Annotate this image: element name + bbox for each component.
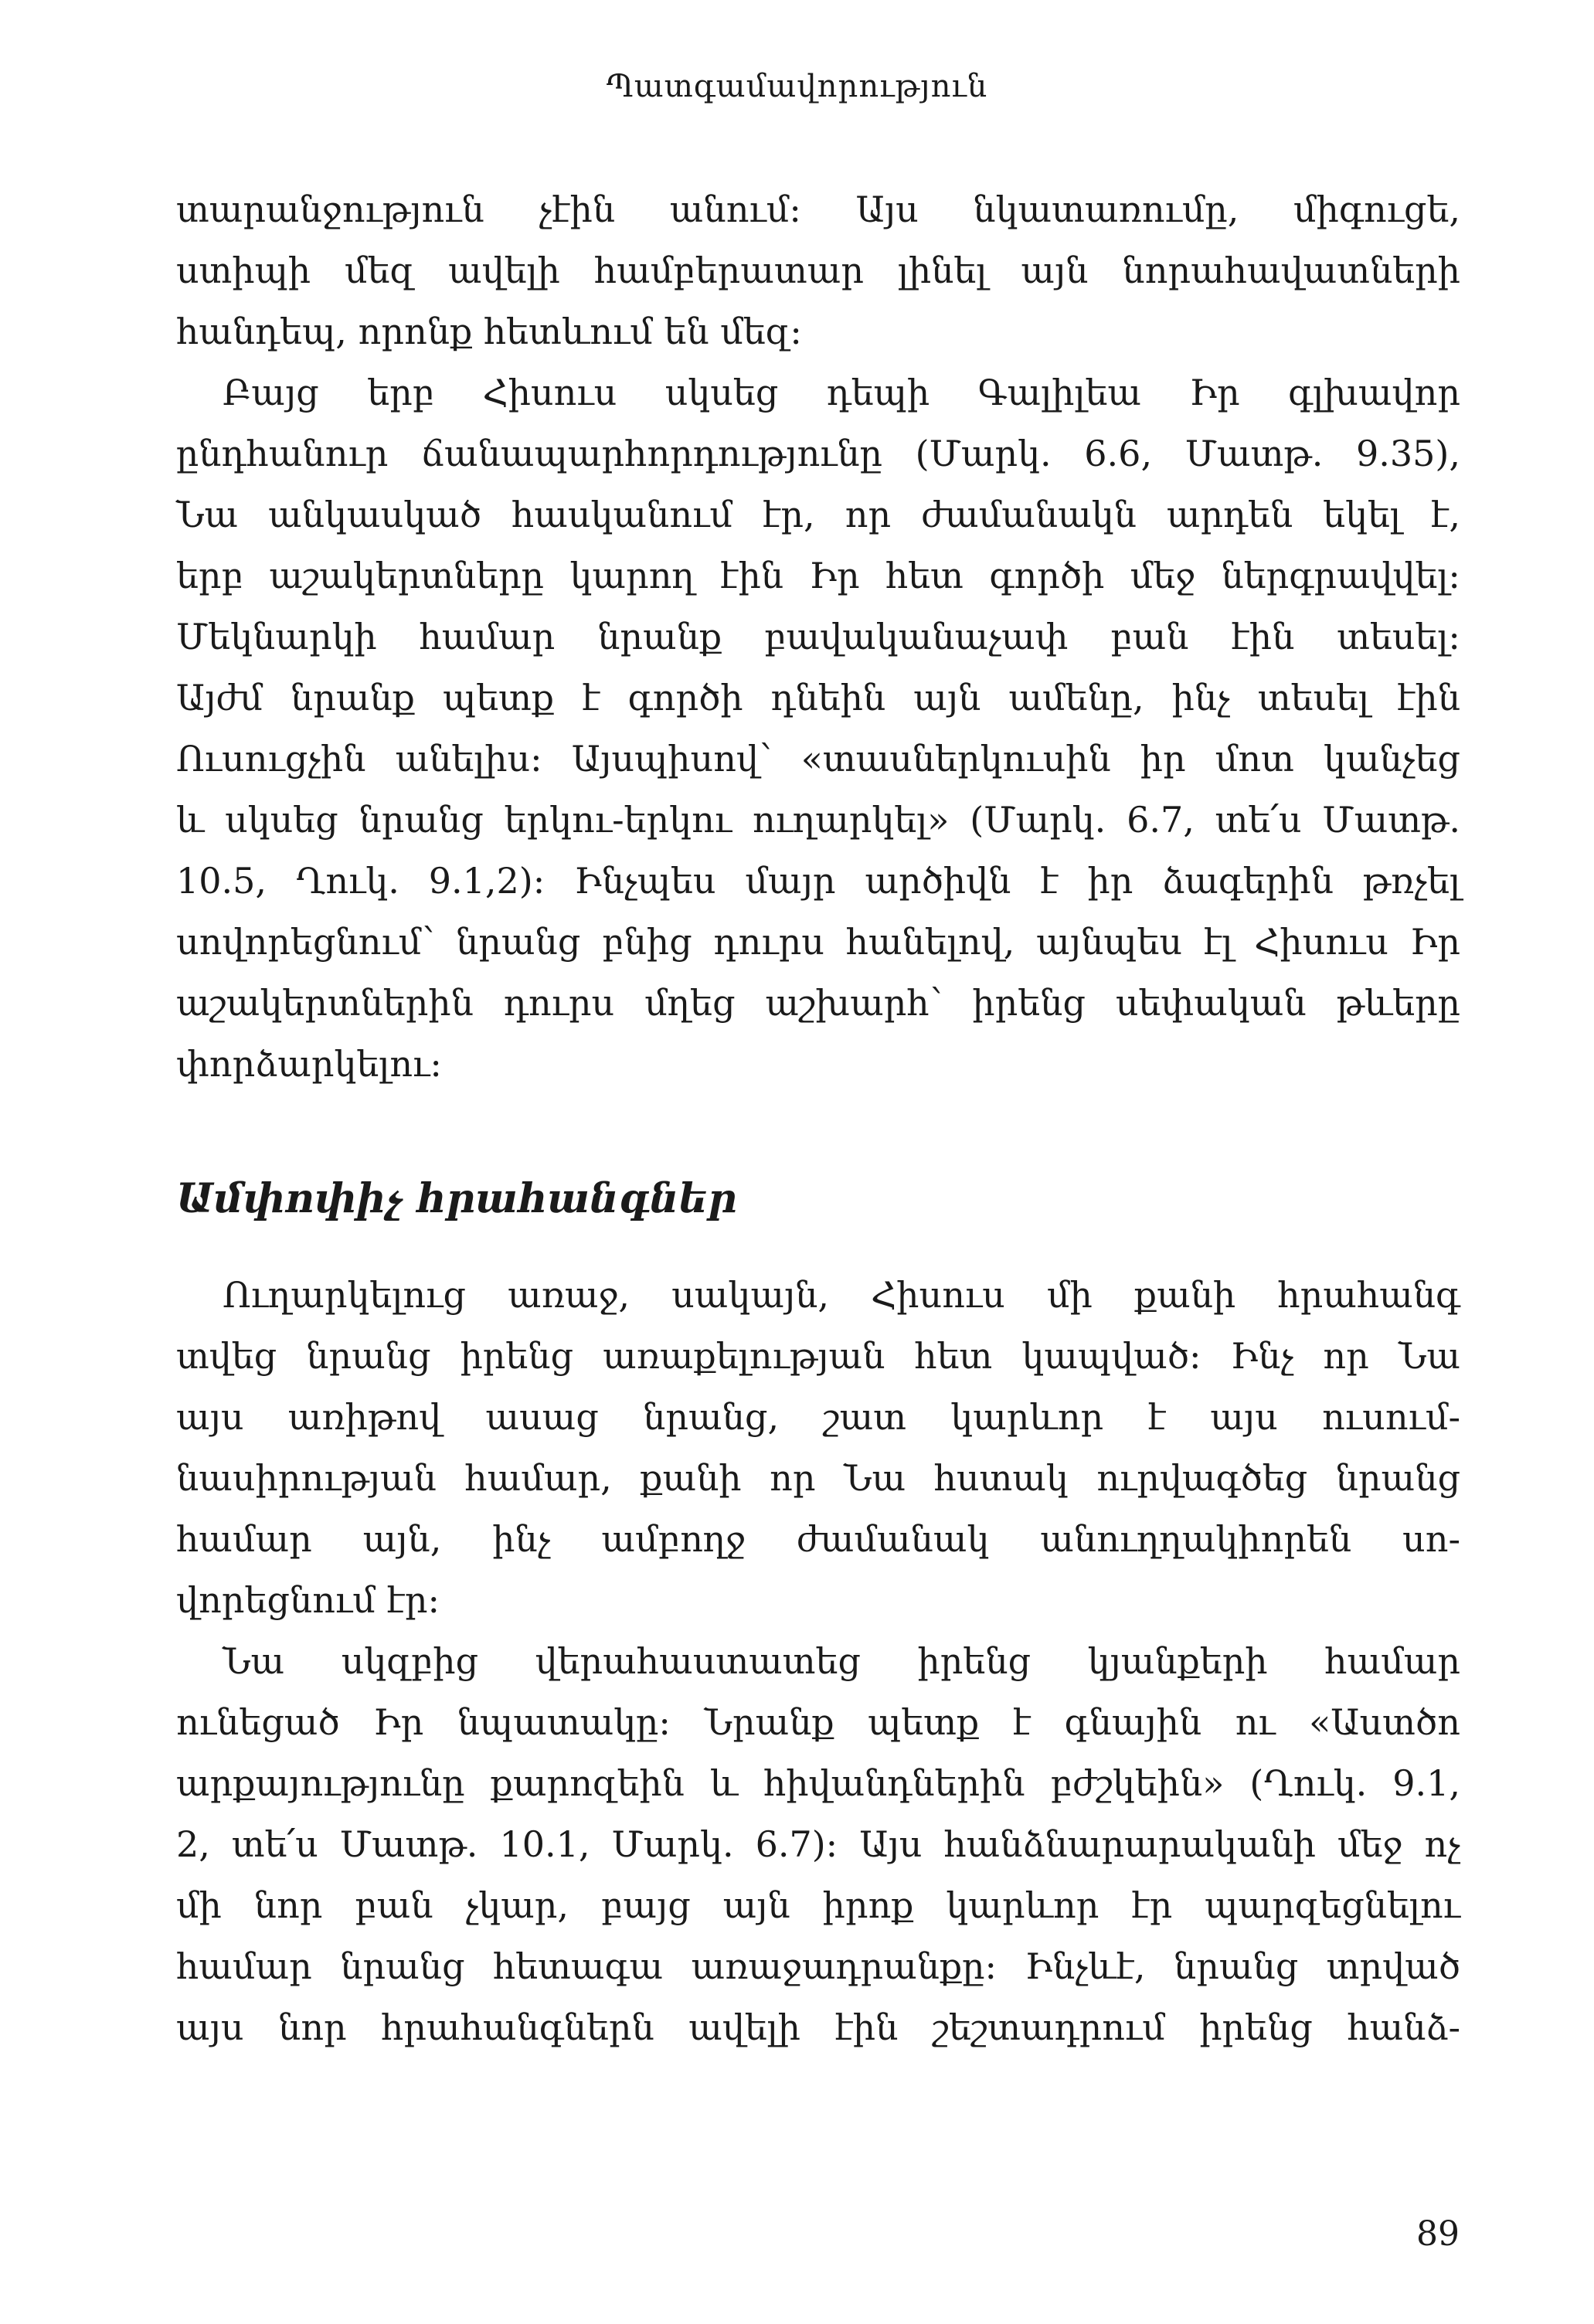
text-line: սովորեցնում՝ նրանց բնից դուրս հանելով, այնպես էլ Հիսուս Իր — [176, 921, 1460, 963]
text-line: և սկսեց նրանց երկու-երկու ուղարկել» (Մարկ. 6.7, տե՛ս Մատթ. — [176, 799, 1460, 841]
page-content — [176, 179, 1460, 2058]
text-line: նասիրության համար, քանի որ Նա հստակ ուրվագծեց նրանց — [176, 1457, 1460, 1500]
paragraph-2 — [176, 362, 1460, 1095]
paragraph-4 — [176, 1631, 1460, 2058]
text-line: Մեկնարկի համար նրանք բավականաչափ բան էին տեսել։ — [176, 616, 1460, 657]
section-heading: Ամփոփիչ հրահանգներ — [176, 1175, 737, 1222]
paragraph-3 — [176, 1265, 1460, 1631]
text-line: 2, տե՛ս Մատթ. 10.1, Մարկ. 6.7)։ Այս հանձնարարականի մեջ ոչ — [176, 1823, 1460, 1866]
text-line: արքայությունը քարոզեին և հիվանդներին բժշկեին» (Ղուկ. 9.1, — [176, 1762, 1460, 1805]
text-line: ընդհանուր ճանապարհորդությունը (Մարկ. 6.6, Մատթ. 9.35), — [176, 433, 1460, 474]
text-line: Նա անկասկած հասկանում էր, որ ժամանակն արդեն եկել է, — [176, 494, 1460, 535]
text-line: Նա սկզբից վերահաստատեց իրենց կյանքերի համար — [223, 1640, 1460, 1683]
text-line: Այժմ նրանք պետք է գործի դնեին այն ամենը, ինչ տեսել էին — [176, 677, 1460, 719]
text-line: Ուսուցչին անելիս։ Այսպիսով՝ «տասներկուսին իր մոտ կանչեց — [176, 738, 1460, 780]
text-line: այս առիթով ասաց նրանց, շատ կարևոր է այս ուսում- — [176, 1396, 1460, 1439]
text-line: մի նոր բան չկար, բայց այն իրոք կարևոր էր պարզեցնելու — [176, 1884, 1460, 1927]
text-line: տարանջություն չէին անում։ Այս նկատառումը, միգուցե, — [176, 189, 1460, 230]
paragraph-1 — [176, 179, 1460, 362]
text-line: երբ աշակերտները կարող էին Իր հետ գործի մեջ ներգրավվել։ — [176, 555, 1460, 596]
text-line: վորեցնում էր։ — [176, 1579, 440, 1622]
running-header: Պատգամավորություն — [606, 69, 988, 104]
text-line: 10.5, Ղուկ. 9.1,2)։ Ինչպես մայր արծիվն է իր ձագերին թռչել — [176, 860, 1460, 902]
text-line: աշակերտներին դուրս մղեց աշխարհ՝ իրենց սեփական թևերը — [176, 982, 1460, 1024]
text-line: հանդեպ, որոնք հետևում են մեզ։ — [176, 311, 802, 352]
text-line: համար նրանց հետագա առաջադրանքը։ Ինչևէ, նրանց տրված — [176, 1945, 1460, 1988]
text-line: ստիպի մեզ ավելի համբերատար լինել այն նորահավատների — [176, 250, 1460, 291]
text-line: Բայց երբ Հիսուս սկսեց դեպի Գալիլեա Իր գլխավոր — [223, 372, 1460, 413]
text-line: ունեցած Իր նպատակը։ Նրանք պետք է գնային ու «Աստծո — [176, 1701, 1460, 1744]
page-number: 89 — [1416, 2214, 1460, 2254]
text-line: այս նոր հրահանգներն ավելի էին շեշտադրում իրենց հանձ- — [176, 2006, 1460, 2049]
text-line: համար այն, ինչ ամբողջ ժամանակ անուղղակիորեն սո- — [176, 1518, 1460, 1561]
text-line: տվեց նրանց իրենց առաքելության հետ կապված։ Ինչ որ Նա — [176, 1335, 1460, 1378]
text-line: Ուղարկելուց առաջ, սակայն, Հիսուս մի քանի հրահանգ — [223, 1274, 1460, 1317]
text-line: փորձարկելու։ — [176, 1043, 443, 1085]
